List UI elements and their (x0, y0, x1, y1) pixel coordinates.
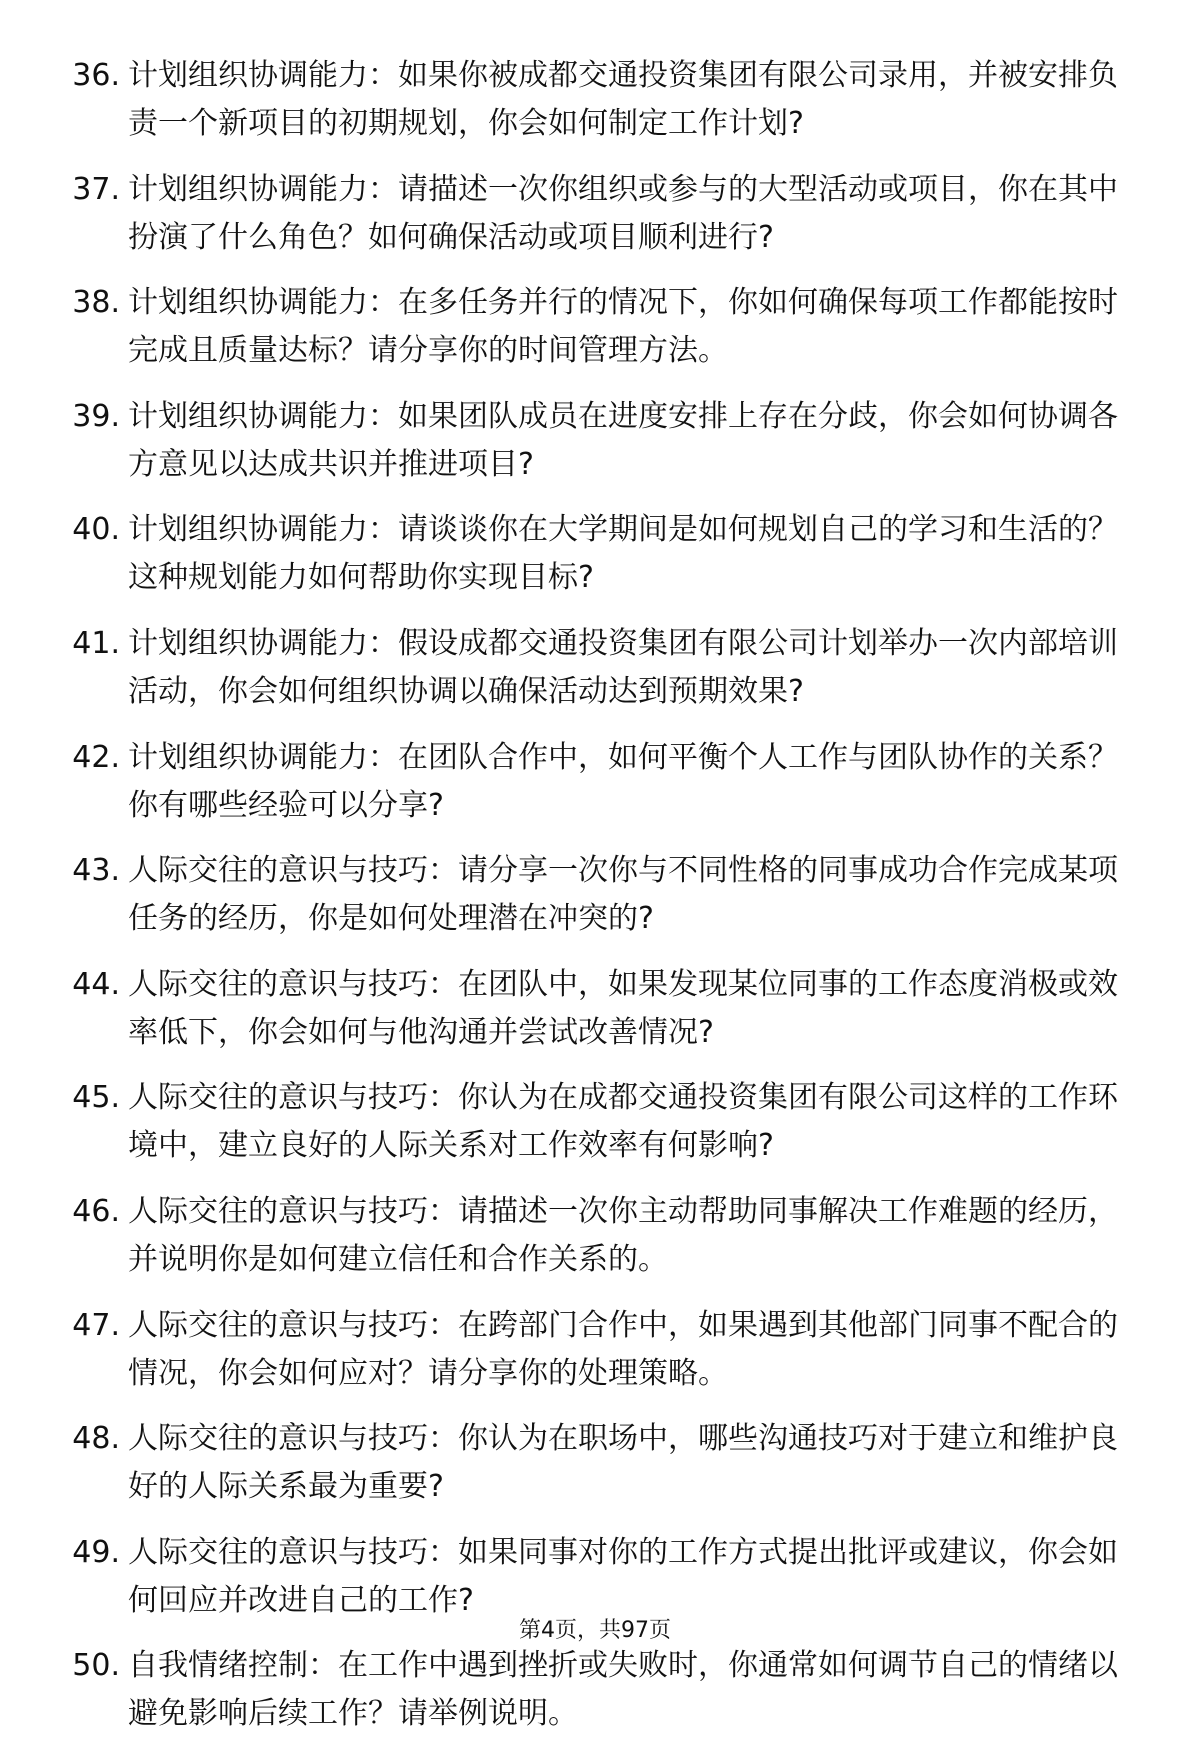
page-footer (0, 1616, 1190, 1646)
question-number: 38. (72, 285, 120, 321)
question-text: 计划组织协调能力：如果团队成员在进度安排上存在分歧，你会如何协调各方意见以达成共识并推进项目? (128, 398, 1118, 482)
question-number: 42. (72, 739, 120, 775)
question-number: 45. (72, 1080, 120, 1116)
question-item (0, 620, 1190, 734)
question-text: 人际交往的意识与技巧：请分享一次你与不同性格的同事成功合作完成某项任务的经历，你是如何处理潜在冲突的? (128, 853, 1118, 937)
question-text: 人际交往的意识与技巧：你认为在成都交通投资集团有限公司这样的工作环境中，建立良好的人际关系对工作效率有何影响? (128, 1080, 1118, 1164)
question-text: 计划组织协调能力：请描述一次你组织或参与的大型活动或项目，你在其中扮演了什么角色？如何确保活动或项目顺利进行? (128, 171, 1118, 255)
question-item (0, 1188, 1190, 1302)
question-item (0, 166, 1190, 280)
question-number: 47. (72, 1307, 120, 1343)
question-item (0, 1302, 1190, 1416)
question-text: 计划组织协调能力：在多任务并行的情况下，你如何确保每项工作都能按时完成且质量达标？请分享你的时间管理方法。 (128, 285, 1118, 369)
question-item (0, 393, 1190, 507)
page-number-label: 第4页，共97页 (519, 1618, 671, 1643)
question-text: 人际交往的意识与技巧：请描述一次你主动帮助同事解决工作难题的经历，并说明你是如何建立信任和合作关系的。 (128, 1193, 1118, 1277)
question-number: 50. (72, 1648, 120, 1684)
question-text: 自我情绪控制：在工作中遇到挫折或失败时，你通常如何调节自己的情绪以避免影响后续工作？请举例说明。 (128, 1648, 1118, 1732)
question-number: 37. (72, 171, 120, 207)
question-text: 计划组织协调能力：假设成都交通投资集团有限公司计划举办一次内部培训活动，你会如何组织协调以确保活动达到预期效果? (128, 625, 1118, 709)
question-text: 人际交往的意识与技巧：你认为在职场中，哪些沟通技巧对于建立和维护良好的人际关系最为重要? (128, 1421, 1118, 1505)
question-list (0, 52, 1190, 1756)
question-number: 43. (72, 853, 120, 889)
question-item (0, 734, 1190, 848)
question-text: 计划组织协调能力：如果你被成都交通投资集团有限公司录用，并被安排负责一个新项目的初期规划，你会如何制定工作计划? (128, 58, 1118, 141)
question-item (0, 1642, 1190, 1756)
question-text: 计划组织协调能力：请谈谈你在大学期间是如何规划自己的学习和生活的？这种规划能力如何帮助你实现目标? (128, 512, 1118, 596)
question-text: 人际交往的意识与技巧：在团队中，如果发现某位同事的工作态度消极或效率低下，你会如何与他沟通并尝试改善情况? (128, 966, 1118, 1050)
question-number: 41. (72, 625, 120, 661)
question-text: 计划组织协调能力：在团队合作中，如何平衡个人工作与团队协作的关系？你有哪些经验可以分享? (128, 739, 1118, 823)
question-item (0, 1415, 1190, 1529)
question-number: 48. (72, 1421, 120, 1457)
question-item (0, 1074, 1190, 1188)
question-item (0, 506, 1190, 620)
question-number: 36. (72, 58, 120, 93)
question-number: 49. (72, 1534, 120, 1570)
question-item (0, 52, 1190, 166)
question-item (0, 961, 1190, 1075)
question-number: 46. (72, 1193, 120, 1229)
question-number: 40. (72, 512, 120, 548)
question-text: 人际交往的意识与技巧：如果同事对你的工作方式提出批评或建议，你会如何回应并改进自己的工作? (128, 1534, 1118, 1618)
question-text: 人际交往的意识与技巧：在跨部门合作中，如果遇到其他部门同事不配合的情况，你会如何应对？请分享你的处理策略。 (128, 1307, 1118, 1391)
question-item (0, 279, 1190, 393)
question-item (0, 847, 1190, 961)
question-number: 39. (72, 398, 120, 434)
question-number: 44. (72, 966, 120, 1002)
